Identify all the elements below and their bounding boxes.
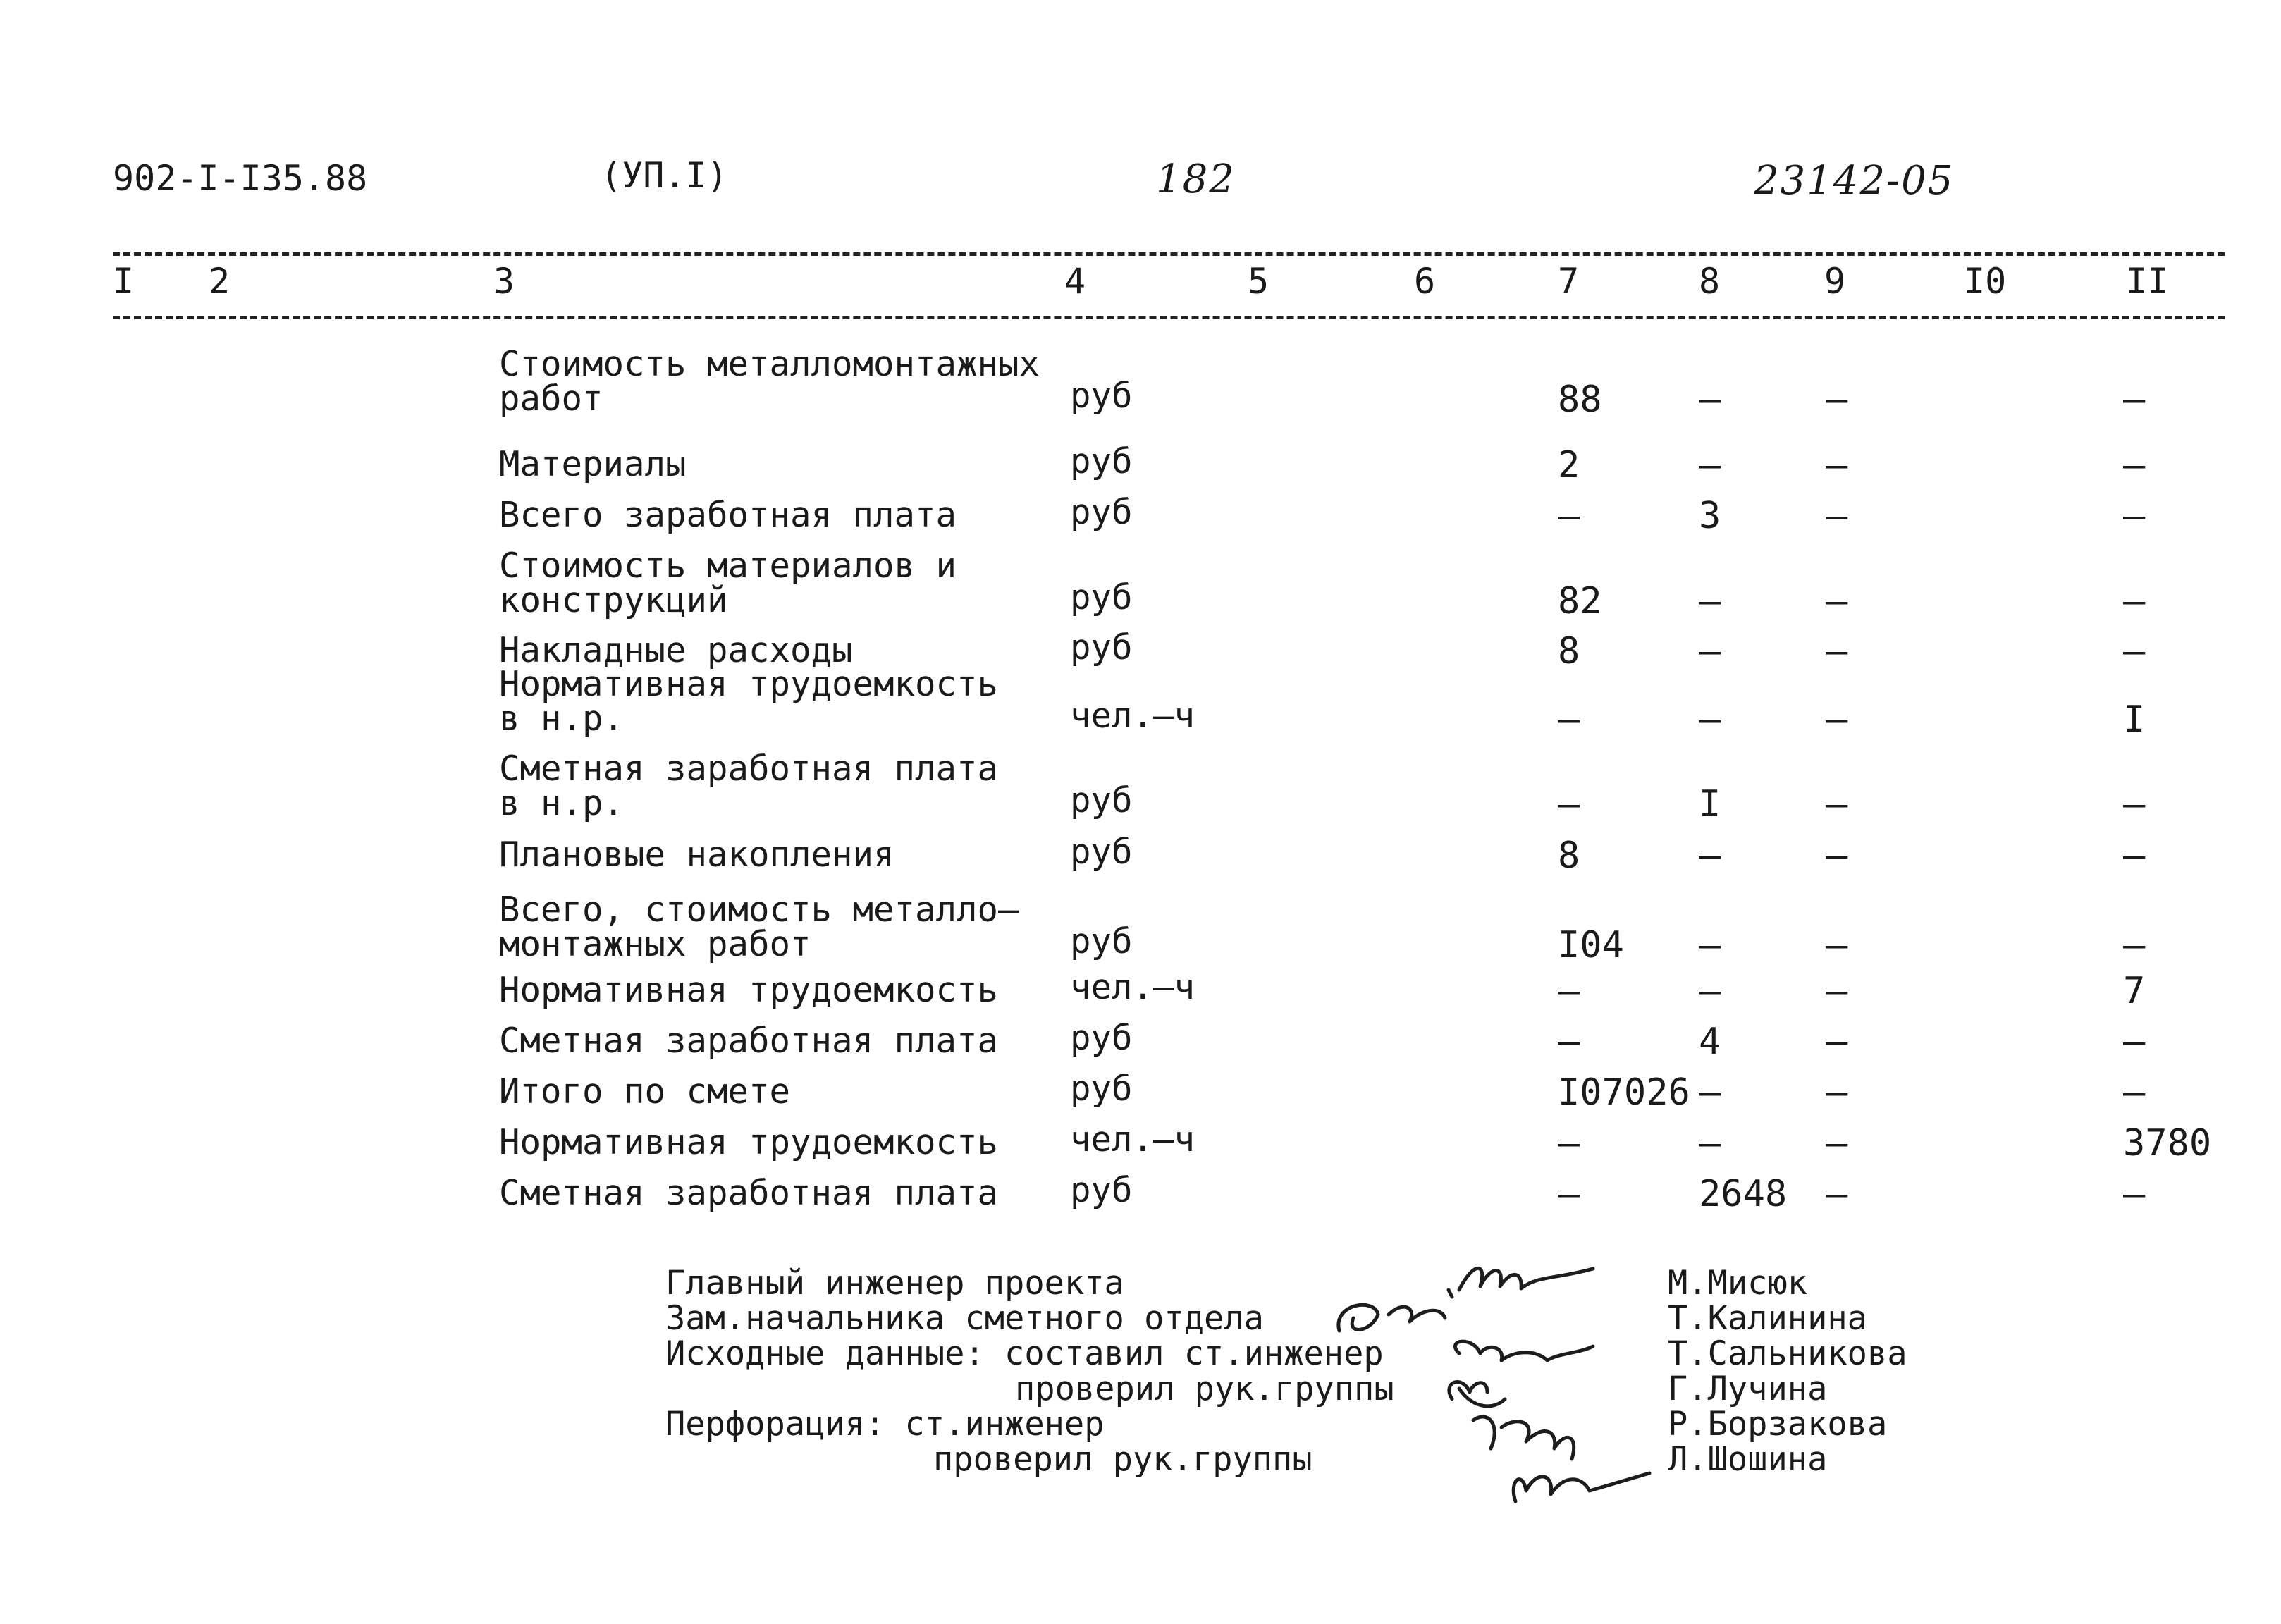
- row-col8: 2648: [1699, 1173, 1788, 1215]
- row-col7: –: [1558, 495, 1580, 537]
- row-col9: –: [1826, 835, 1848, 877]
- row-col8: –: [1699, 379, 1721, 421]
- signature-stroke-2: [1339, 1290, 1452, 1331]
- name-line: Т.Сальникова: [1668, 1334, 1907, 1373]
- row-col11: –: [2123, 835, 2146, 877]
- row-col7: 8: [1558, 630, 1580, 672]
- row-col11: –: [2123, 444, 2146, 486]
- row-col8: –: [1699, 1071, 1721, 1114]
- row-name: [499, 1021, 999, 1061]
- row-col8: –: [1699, 970, 1721, 1012]
- row-col7: I07026: [1558, 1071, 1690, 1114]
- row-col9: –: [1826, 379, 1848, 421]
- handwritten-signatures: [1311, 1248, 1678, 1515]
- signature-stroke-5: [1473, 1417, 1574, 1459]
- signature-stroke-3: [1455, 1341, 1593, 1360]
- doc-code: 902-I-I35.88: [113, 158, 368, 199]
- row-col8: I: [1699, 783, 1721, 825]
- row-name: [499, 749, 999, 823]
- row-unit: руб: [1070, 376, 1133, 416]
- row-col9: –: [1826, 495, 1848, 537]
- row-name: [499, 444, 687, 484]
- role-line: Перфорация: ст.инженер: [665, 1405, 1105, 1444]
- row-name: [499, 1071, 791, 1112]
- row-name-line: Сметная заработная плата: [499, 749, 999, 789]
- row-col7: –: [1558, 1122, 1580, 1164]
- row-col11: –: [2123, 580, 2146, 622]
- row-unit: руб: [1070, 577, 1133, 617]
- row-col9: –: [1826, 924, 1848, 966]
- row-name: [499, 1122, 999, 1162]
- row-name: [499, 890, 1019, 964]
- section-code: (УП.I): [601, 155, 728, 196]
- row-col11: I: [2123, 699, 2146, 741]
- row-col9: –: [1826, 1173, 1848, 1215]
- row-name-line: Сметная заработная плата: [499, 1021, 999, 1061]
- row-col8: –: [1699, 699, 1721, 741]
- row-name-line: Накладные расходы: [499, 630, 853, 670]
- role-line: проверил рук.группы: [1015, 1370, 1394, 1408]
- row-col8: –: [1699, 924, 1721, 966]
- column-number: 8: [1699, 261, 1721, 302]
- row-unit: чел.–ч: [1070, 696, 1195, 736]
- row-col7: –: [1558, 699, 1580, 741]
- row-col9: –: [1826, 630, 1848, 672]
- row-col8: –: [1699, 630, 1721, 672]
- row-col8: 3: [1699, 495, 1721, 537]
- row-col7: 88: [1558, 379, 1602, 421]
- row-name-line: конструкций: [499, 580, 728, 620]
- row-name: [499, 546, 957, 620]
- row-unit: руб: [1070, 627, 1133, 668]
- row-col7: 82: [1558, 580, 1602, 622]
- row-name-line: Нормативная трудоемкость: [499, 1122, 999, 1162]
- row-col11: –: [2123, 379, 2146, 421]
- row-col11: –: [2123, 924, 2146, 966]
- column-number: 9: [1824, 261, 1846, 302]
- row-name-line: в н.р.: [499, 783, 625, 823]
- column-number: II: [2126, 261, 2169, 302]
- row-col9: –: [1826, 580, 1848, 622]
- page-number: 182: [1156, 156, 1236, 202]
- row-unit: руб: [1070, 492, 1133, 532]
- row-col9: –: [1826, 1021, 1848, 1063]
- row-name: [499, 835, 894, 875]
- column-number: 3: [493, 261, 515, 302]
- row-col9: –: [1826, 1071, 1848, 1114]
- row-name-line: Всего, стоимость металло–: [499, 890, 1019, 930]
- row-col7: –: [1558, 1021, 1580, 1063]
- row-name: [499, 630, 853, 670]
- row-col9: –: [1826, 444, 1848, 486]
- row-name: [499, 664, 999, 739]
- row-unit: руб: [1070, 1170, 1133, 1210]
- row-name-line: работ: [499, 379, 603, 419]
- name-line: Р.Борзакова: [1668, 1405, 1888, 1444]
- row-name-line: Стоимость металломонтажных: [499, 344, 1040, 384]
- column-number: I: [113, 261, 135, 302]
- name-line: Т.Калинина: [1668, 1299, 1867, 1338]
- row-col7: –: [1558, 1173, 1580, 1215]
- row-unit: руб: [1070, 1069, 1133, 1109]
- row-col11: 3780: [2123, 1122, 2212, 1164]
- row-col9: –: [1826, 699, 1848, 741]
- row-col7: 2: [1558, 444, 1580, 486]
- row-col11: –: [2123, 630, 2146, 672]
- row-name: [499, 495, 957, 535]
- row-unit: руб: [1070, 441, 1133, 481]
- column-number: 6: [1414, 261, 1436, 302]
- row-name: [499, 970, 999, 1010]
- name-line: Л.Шошина: [1668, 1440, 1828, 1479]
- row-name-line: монтажных работ: [499, 924, 811, 964]
- row-col11: 7: [2123, 970, 2146, 1012]
- row-name-line: Итого по смете: [499, 1071, 791, 1112]
- name-line: Г.Лучина: [1668, 1370, 1828, 1408]
- row-name-line: Стоимость материалов и: [499, 546, 957, 586]
- name-line: М.Мисюк: [1668, 1264, 1808, 1303]
- column-number: 7: [1558, 261, 1580, 302]
- row-name-line: Сметная заработная плата: [499, 1173, 999, 1213]
- row-col7: –: [1558, 970, 1580, 1012]
- row-col8: –: [1699, 580, 1721, 622]
- column-number: 5: [1248, 261, 1269, 302]
- signature-names: [1668, 1266, 1907, 1477]
- signature-stroke-1: [1459, 1268, 1593, 1290]
- column-number: I0: [1964, 261, 2007, 302]
- row-col11: –: [2123, 783, 2146, 825]
- header-rule-bottom: [113, 316, 2225, 319]
- signature-stroke-4: [1449, 1382, 1505, 1406]
- inventory-number: 23142-05: [1754, 158, 1955, 204]
- row-unit: руб: [1070, 921, 1133, 961]
- row-col9: –: [1826, 970, 1848, 1012]
- row-name-line: Нормативная трудоемкость: [499, 664, 999, 704]
- row-col8: –: [1699, 1122, 1721, 1164]
- column-number: 4: [1064, 261, 1086, 302]
- row-col8: –: [1699, 444, 1721, 486]
- row-unit: руб: [1070, 832, 1133, 872]
- row-name-line: Плановые накопления: [499, 835, 894, 875]
- header-rule-top: [113, 252, 2225, 256]
- role-line: Исходные данные: составил ст.инженер: [665, 1334, 1384, 1373]
- role-line: Зам.начальника сметного отдела: [665, 1299, 1264, 1338]
- role-line: Главный инженер проекта: [665, 1264, 1124, 1303]
- row-name-line: Нормативная трудоемкость: [499, 970, 999, 1010]
- row-name: [499, 1173, 999, 1213]
- row-col9: –: [1826, 783, 1848, 825]
- signature-stroke-6: [1513, 1473, 1649, 1501]
- row-col9: –: [1826, 1122, 1848, 1164]
- row-unit: чел.–ч: [1070, 967, 1195, 1007]
- row-unit: руб: [1070, 780, 1133, 820]
- row-name: [499, 344, 1040, 419]
- row-col7: –: [1558, 783, 1580, 825]
- signature-roles: [665, 1266, 1394, 1477]
- row-col11: –: [2123, 1021, 2146, 1063]
- row-name-line: Материалы: [499, 444, 687, 484]
- role-line: проверил рук.группы: [933, 1440, 1312, 1479]
- row-unit: руб: [1070, 1018, 1133, 1058]
- row-col11: –: [2123, 495, 2146, 537]
- row-name-line: Всего заработная плата: [499, 495, 957, 535]
- column-number: 2: [209, 261, 230, 302]
- row-col7: I04: [1558, 924, 1624, 966]
- row-name-line: в н.р.: [499, 699, 625, 739]
- row-col11: –: [2123, 1173, 2146, 1215]
- row-col8: –: [1699, 835, 1721, 877]
- row-col11: –: [2123, 1071, 2146, 1114]
- row-unit: чел.–ч: [1070, 1119, 1195, 1159]
- row-col8: 4: [1699, 1021, 1721, 1063]
- row-col7: 8: [1558, 835, 1580, 877]
